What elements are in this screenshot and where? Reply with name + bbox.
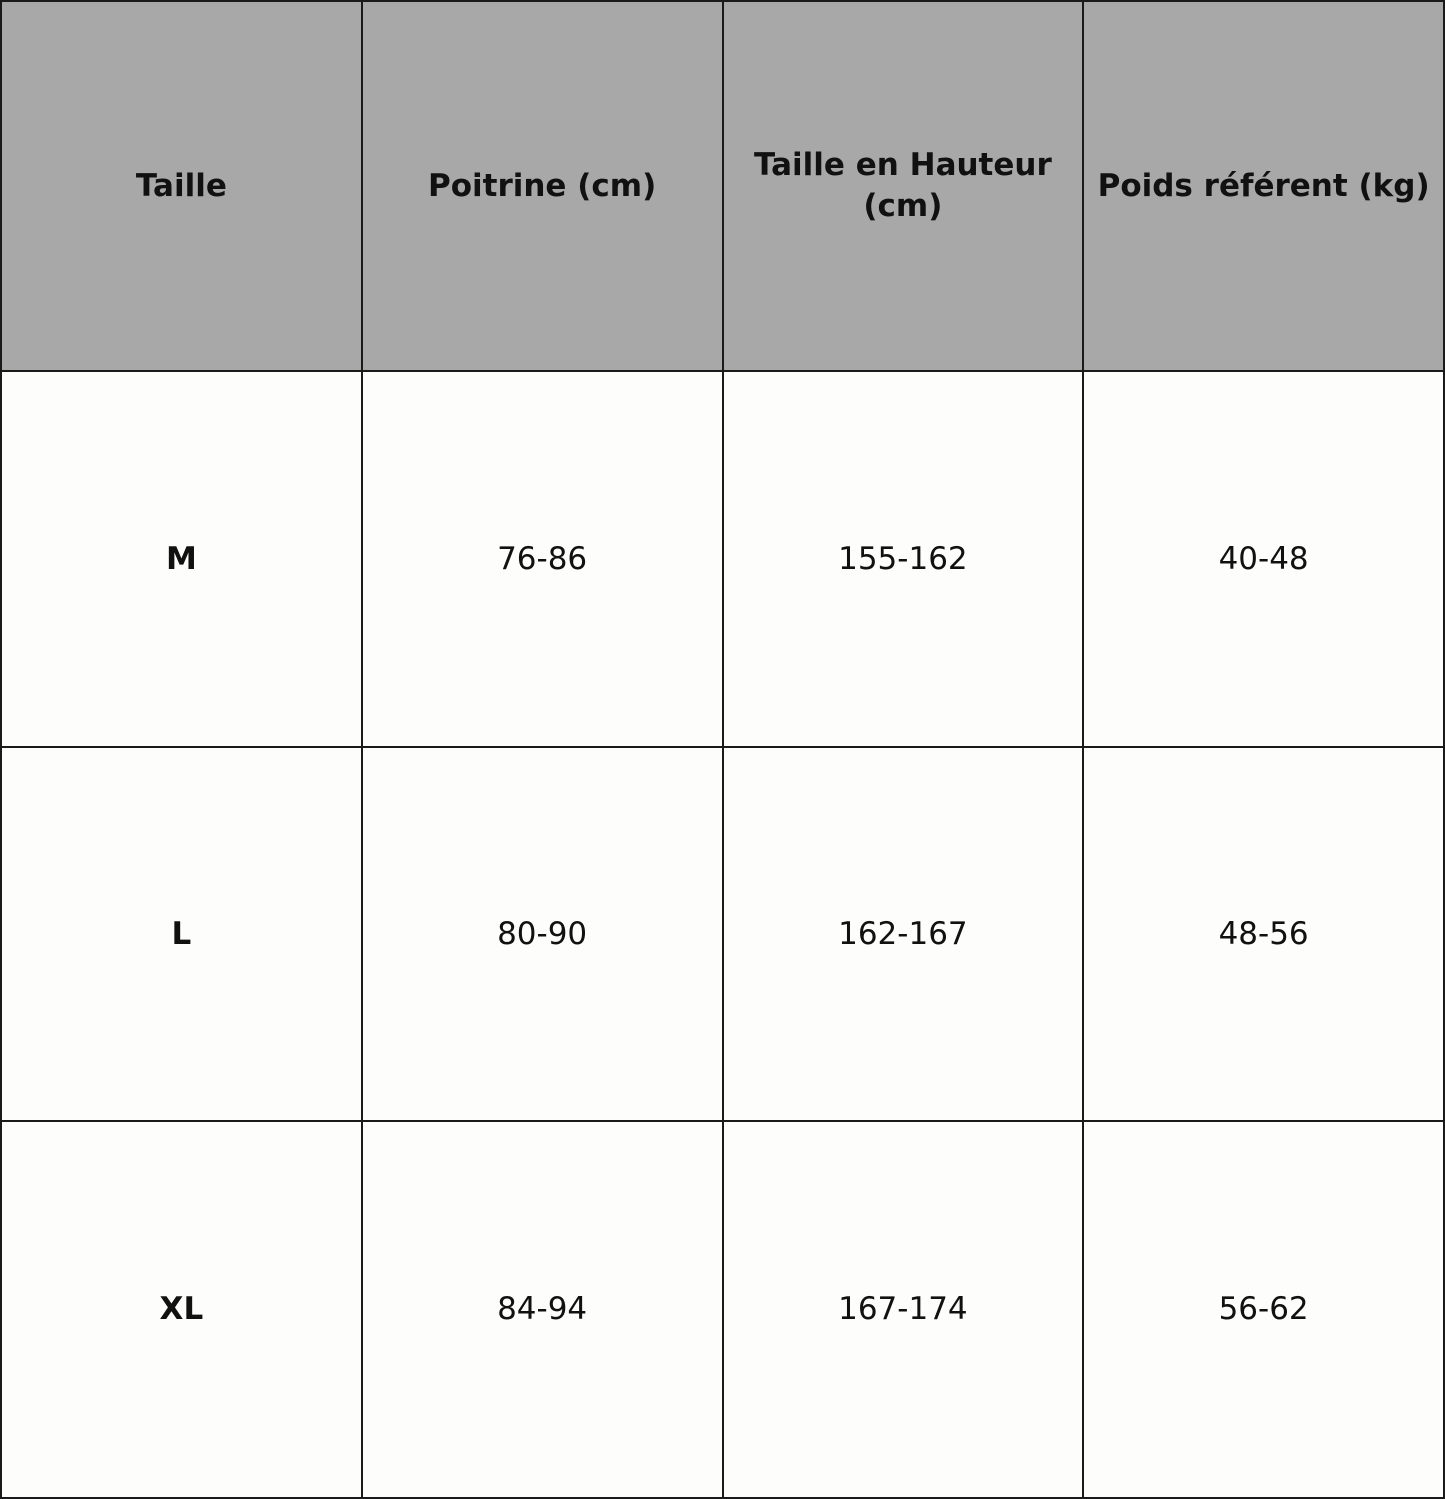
cell-size: M (1, 371, 362, 747)
column-header-height: Taille en Hauteur (cm) (723, 1, 1084, 371)
cell-height: 167-174 (723, 1121, 1084, 1498)
cell-size: XL (1, 1121, 362, 1498)
cell-weight: 40-48 (1083, 371, 1444, 747)
column-header-weight: Poids référent (kg) (1083, 1, 1444, 371)
table-body (1, 371, 1444, 1498)
column-header-chest: Poitrine (cm) (362, 1, 723, 371)
table-row (1, 1121, 1444, 1498)
table-header (1, 1, 1444, 371)
table-row (1, 747, 1444, 1121)
cell-size: L (1, 747, 362, 1121)
cell-chest: 84-94 (362, 1121, 723, 1498)
cell-chest: 76-86 (362, 371, 723, 747)
cell-height: 162-167 (723, 747, 1084, 1121)
cell-height: 155-162 (723, 371, 1084, 747)
table-header-row (1, 1, 1444, 371)
cell-weight: 56-62 (1083, 1121, 1444, 1498)
column-header-size: Taille (1, 1, 362, 371)
table-row (1, 371, 1444, 747)
cell-chest: 80-90 (362, 747, 723, 1121)
cell-weight: 48-56 (1083, 747, 1444, 1121)
